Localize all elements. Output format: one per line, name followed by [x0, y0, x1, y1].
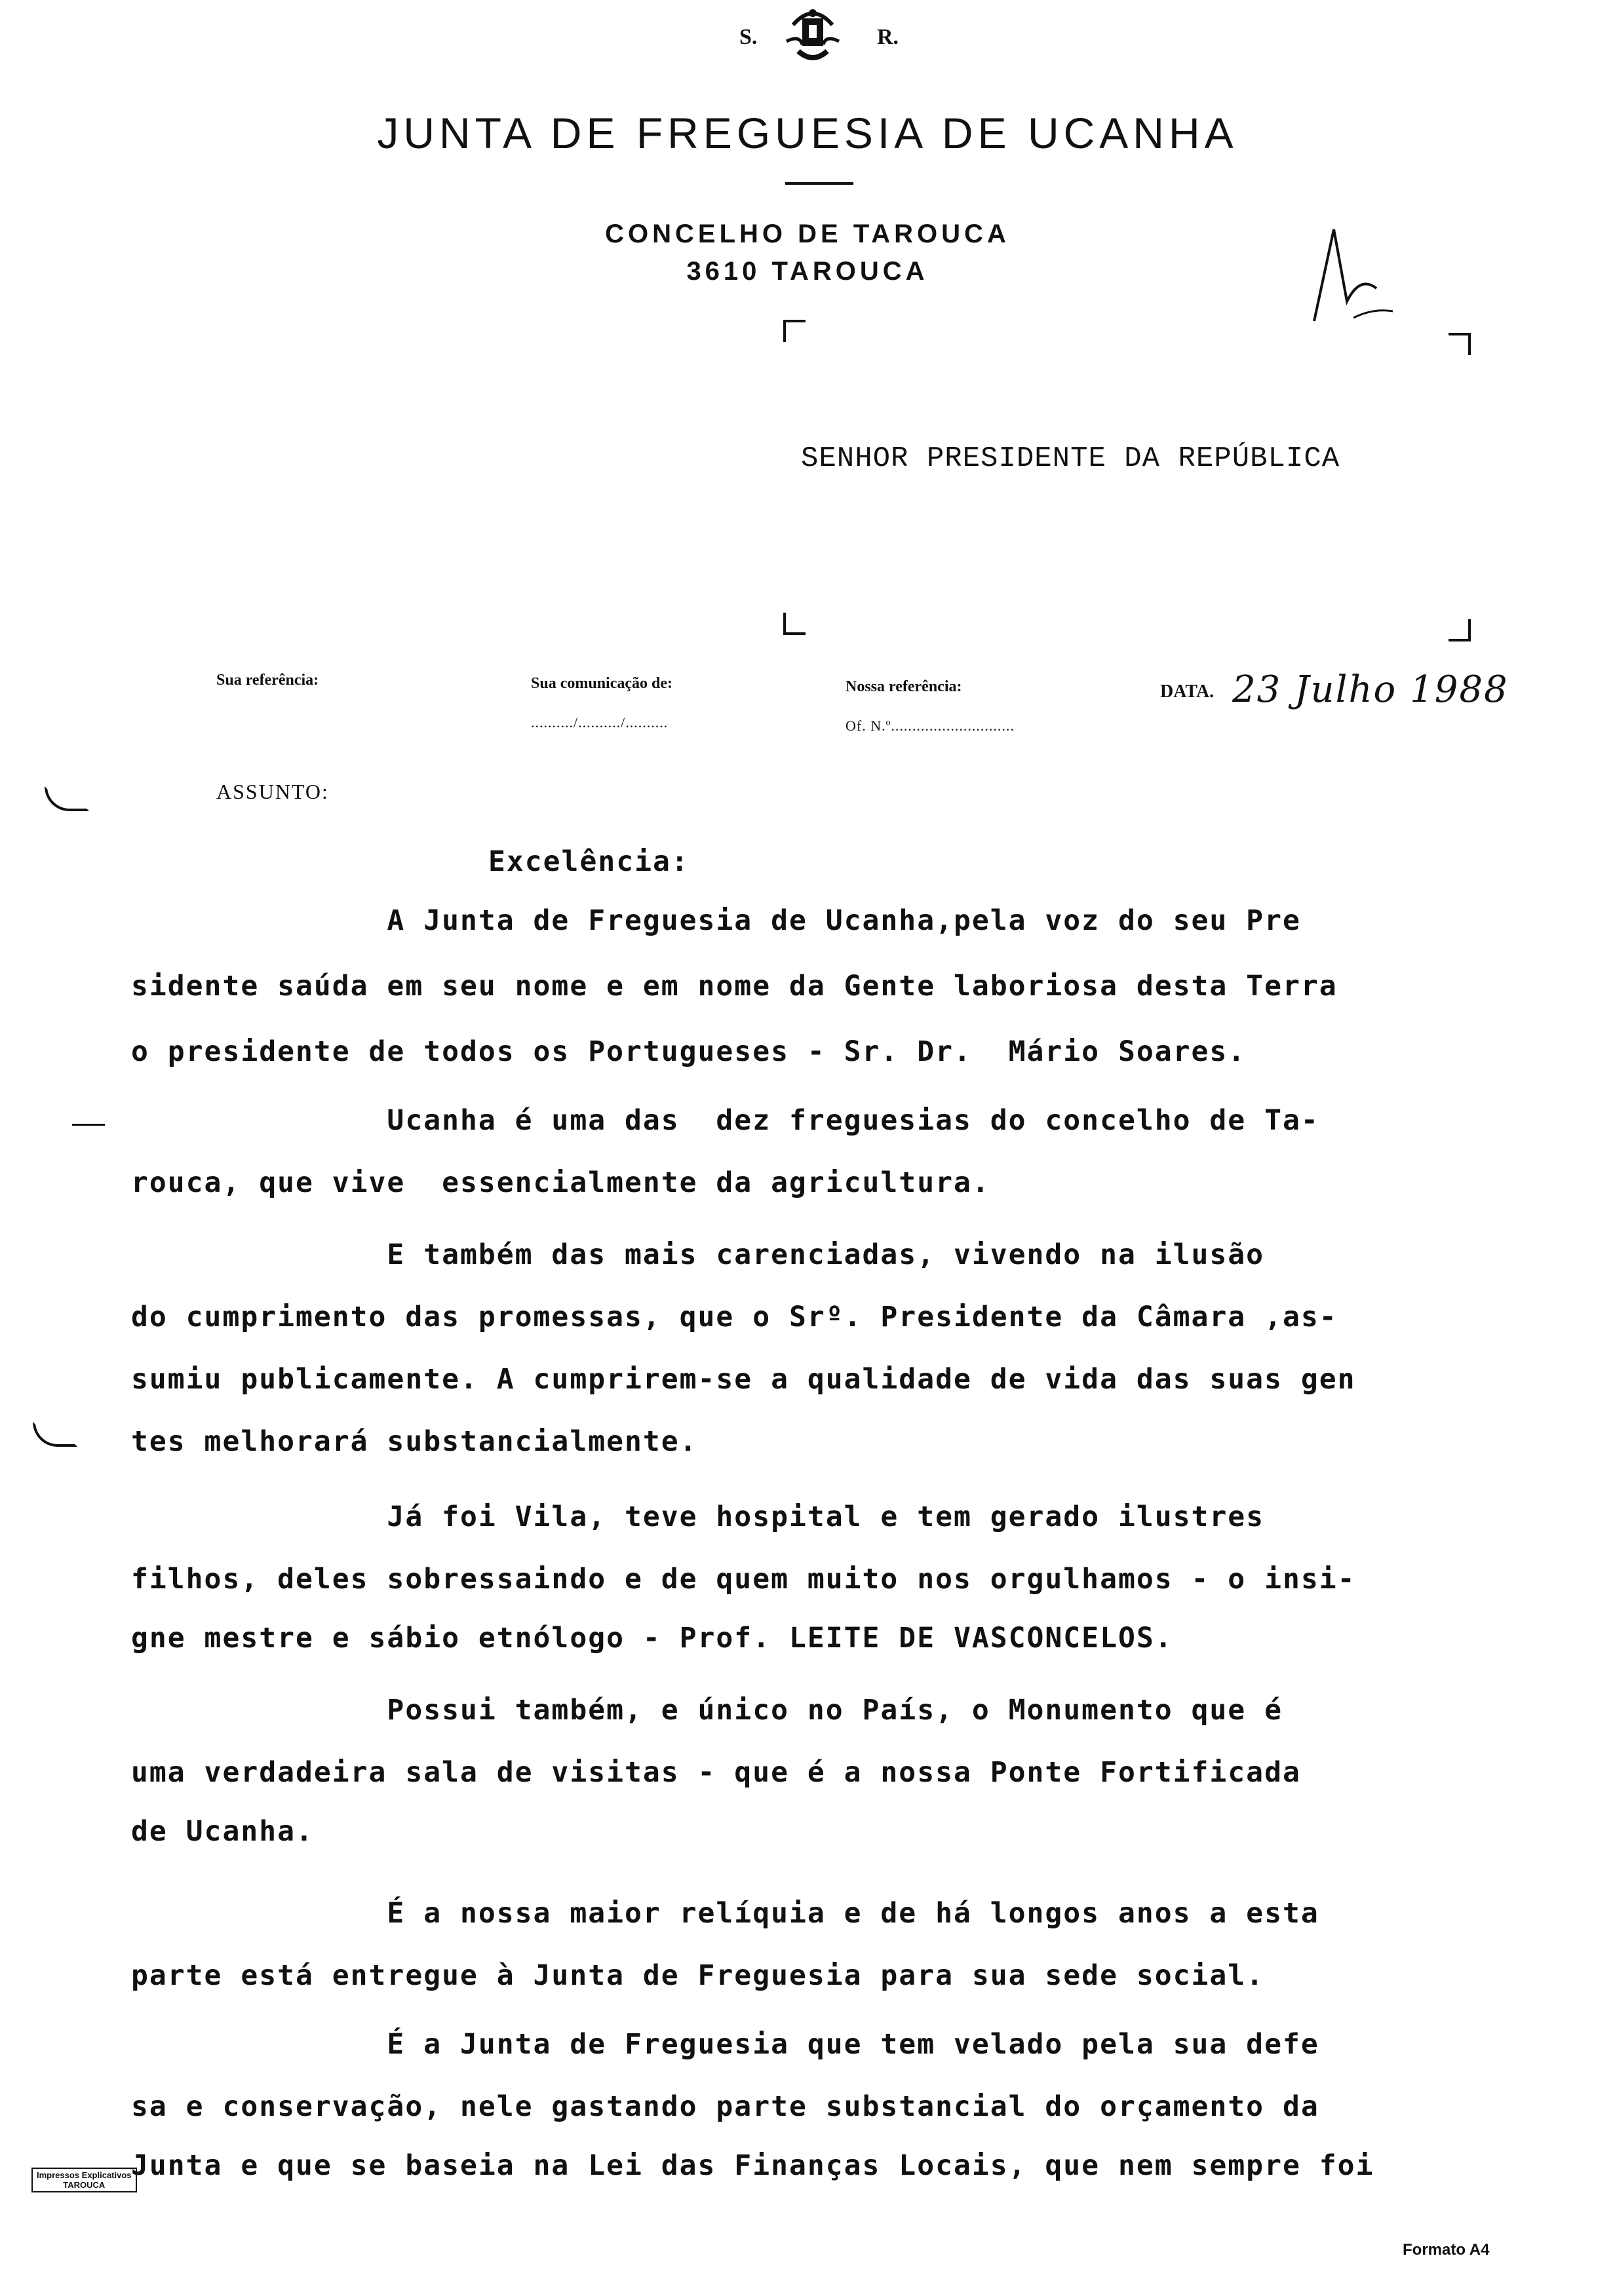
address-bracket-top-right: [1449, 333, 1471, 355]
margin-mark-top: [45, 786, 89, 811]
body-line: filhos, deles sobressaindo e de quem muito nos orgulhamos - o insi-: [131, 1563, 1356, 1596]
body-line: o presidente de todos os Portugueses - Sr. Dr. Mário Soares.: [131, 1035, 1247, 1068]
recipient-address: SENHOR PRESIDENTE DA REPÚBLICA: [801, 442, 1340, 475]
body-line: uma verdadeira sala de visitas - que é a nossa Ponte Fortificada: [131, 1756, 1301, 1789]
body-line: A Junta de Freguesia de Ucanha,pela voz do seu Pre: [131, 904, 1301, 937]
body-line: É a nossa maior relíquia e de há longos anos a esta: [131, 1897, 1319, 1930]
handwritten-initials: [1301, 223, 1399, 334]
our-reference-label: Nossa referência:: [846, 678, 962, 695]
header-corner-left: S.: [739, 25, 758, 49]
body-line: É a Junta de Freguesia que tem velado pela sua defe: [131, 2028, 1319, 2061]
body-line: Junta e que se baseia na Lei das Finanças Locais, que nem sempre foi: [131, 2149, 1374, 2182]
subject-label: ASSUNTO:: [216, 780, 329, 803]
organization-title: JUNTA DE FREGUESIA DE UCANHA: [377, 109, 1238, 157]
address-bracket-bottom-left: [783, 613, 806, 635]
body-line: gne mestre e sábio etnólogo - Prof. LEITE DE VASCONCELOS.: [131, 1622, 1173, 1655]
our-reference-number-blank: Of. N.º.............................: [846, 718, 1015, 734]
body-line: parte está entregue à Junta de Freguesia para sua sede social.: [131, 1959, 1265, 1992]
printer-stamp: [31, 2168, 137, 2192]
body-line: E também das mais carenciadas, vivendo na ilusão: [131, 1238, 1265, 1271]
body-line: de Ucanha.: [131, 1815, 314, 1848]
address-bracket-bottom-right: [1449, 619, 1471, 641]
body-line: sa e conservação, nele gastando parte substancial do orçamento da: [131, 2090, 1319, 2123]
margin-mark-bottom: [33, 1422, 77, 1447]
coat-of-arms-icon: [780, 5, 846, 71]
title-divider: [785, 182, 853, 185]
postal-line: 3610 TAROUCA: [686, 257, 929, 286]
your-reference-label: Sua referência:: [216, 672, 319, 689]
body-line: tes melhorará substancialmente.: [131, 1425, 698, 1458]
your-communication-date-blank: ........../........../..........: [531, 714, 669, 731]
letter-salutation: Excelência:: [488, 845, 690, 878]
body-line: sidente saúda em seu nome e em nome da Gente laboriosa desta Terra: [131, 970, 1338, 1003]
address-bracket-top-left: [783, 320, 806, 342]
body-line: Ucanha é uma das dez freguesias do concelho de Ta-: [131, 1104, 1319, 1137]
printer-stamp-line2: TAROUCA: [63, 2180, 106, 2190]
fold-mark: [72, 1124, 105, 1126]
body-line: rouca, que vive essencialmente da agricultura.: [131, 1166, 990, 1199]
date-handwritten: 23 Julho 1988: [1232, 668, 1509, 711]
body-line: do cumprimento das promessas, que o Srº. Presidente da Câmara ,as-: [131, 1301, 1338, 1333]
body-line: Possui também, e único no País, o Monumento que é: [131, 1694, 1283, 1727]
date-label: DATA.: [1160, 681, 1215, 702]
printer-stamp-line1: Impressos Explicativos: [37, 2170, 132, 2180]
body-line: Já foi Vila, teve hospital e tem gerado ilustres: [131, 1501, 1265, 1533]
municipality-line: CONCELHO DE TAROUCA: [605, 220, 1010, 248]
header-corner-right: R.: [877, 25, 899, 49]
body-line: sumiu publicamente. A cumprirem-se a qualidade de vida das suas gen: [131, 1363, 1356, 1396]
your-communication-label: Sua comunicação de:: [531, 675, 672, 692]
paper-format-label: Formato A4: [1403, 2241, 1490, 2259]
